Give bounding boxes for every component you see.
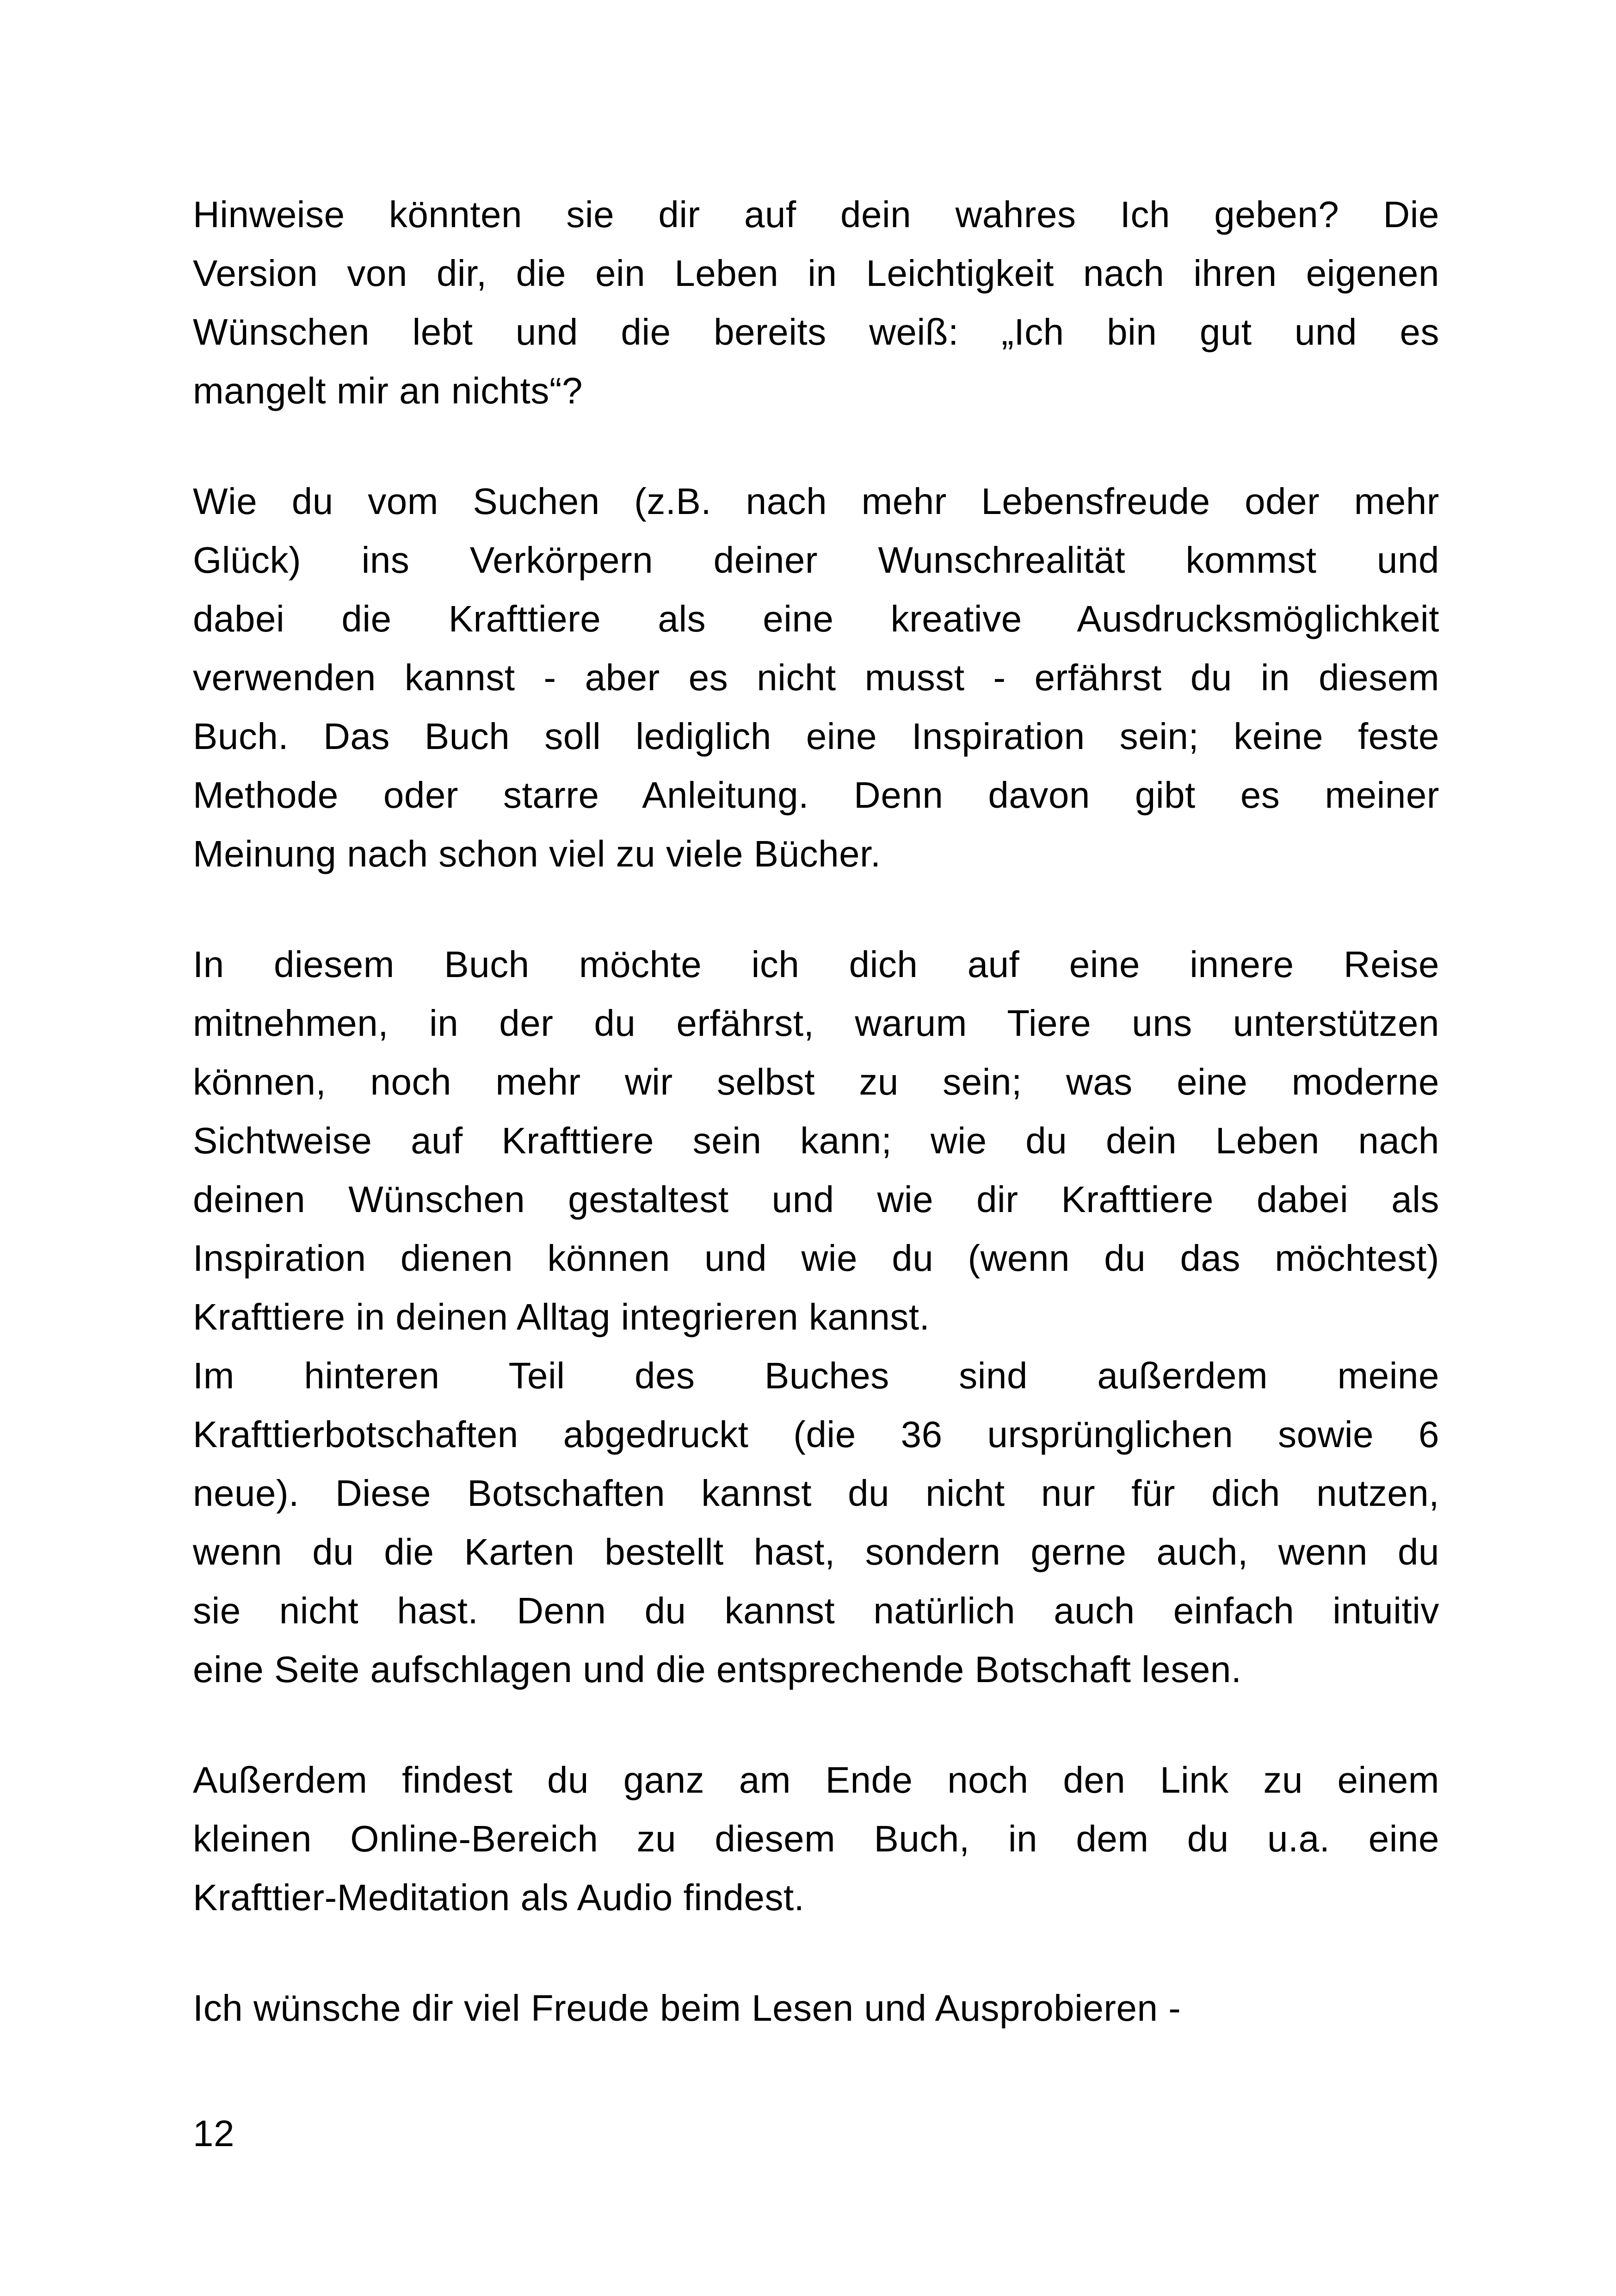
text-line: Im hinteren Teil des Buches sind außerdem meine xyxy=(193,1355,1439,1396)
text-line: mitnehmen, in der du erfährst, warum Tiere uns unterstützen xyxy=(193,1003,1439,1044)
text-line: Außerdem findest du ganz am Ende noch den Link zu einem xyxy=(193,1759,1439,1801)
text-block xyxy=(193,185,1439,2037)
paragraph xyxy=(193,1751,1439,1927)
text-line: Krafttiere in deinen Alltag integrieren kannst. xyxy=(193,1296,930,1337)
text-line: mangelt mir an nichts“? xyxy=(193,370,583,411)
text-line: sie nicht hast. Denn du kannst natürlich auch einfach intuitiv xyxy=(193,1590,1439,1631)
text-line: eine Seite aufschlagen und die entsprechende Botschaft lesen. xyxy=(193,1649,1242,1690)
text-line: Sichtweise auf Krafttiere sein kann; wie du dein Leben nach xyxy=(193,1120,1439,1161)
text-line: kleinen Online-Bereich zu diesem Buch, in dem du u.a. eine xyxy=(193,1818,1439,1859)
text-line: Wie du vom Suchen (z.B. nach mehr Lebensfreude oder mehr xyxy=(193,481,1439,522)
page-number: 12 xyxy=(193,2113,234,2154)
paragraph xyxy=(193,185,1439,420)
paragraph xyxy=(193,472,1439,883)
text-line: Methode oder starre Anleitung. Denn davon gibt es meiner xyxy=(193,774,1439,816)
text-line: Ich wünsche dir viel Freude beim Lesen und Ausprobieren - xyxy=(193,1987,1181,2029)
text-line: können, noch mehr wir selbst zu sein; was eine moderne xyxy=(193,1061,1439,1102)
text-line: neue). Diese Botschaften kannst du nicht nur für dich nutzen, xyxy=(193,1473,1439,1514)
text-line: Glück) ins Verkörpern deiner Wunschrealität kommst und xyxy=(193,539,1439,581)
text-line: Buch. Das Buch soll lediglich eine Inspiration sein; keine feste xyxy=(193,716,1439,757)
paragraph xyxy=(193,1979,1439,2037)
text-line: wenn du die Karten bestellt hast, sondern gerne auch, wenn du xyxy=(193,1531,1439,1572)
text-line: Krafttierbotschaften abgedruckt (die 36 ursprünglichen sowie 6 xyxy=(193,1414,1439,1455)
text-line: Wünschen lebt und die bereits weiß: „Ich bin gut und es xyxy=(193,311,1439,353)
text-line: Version von dir, die ein Leben in Leichtigkeit nach ihren eigenen xyxy=(193,253,1439,294)
paragraph xyxy=(193,1346,1439,1699)
text-line: Inspiration dienen können und wie du (wenn du das möchtest) xyxy=(193,1238,1439,1279)
text-line: dabei die Krafttiere als eine kreative Ausdrucksmöglichkeit xyxy=(193,598,1439,639)
text-line: verwenden kannst - aber es nicht musst - erfährst du in diesem xyxy=(193,657,1439,698)
paragraph xyxy=(193,935,1439,1346)
text-line: Hinweise könnten sie dir auf dein wahres Ich geben? Die xyxy=(193,194,1439,235)
text-line: In diesem Buch möchte ich dich auf eine innere Reise xyxy=(193,944,1439,985)
text-line: deinen Wünschen gestaltest und wie dir Krafttiere dabei als xyxy=(193,1179,1439,1220)
text-line: Krafttier-Meditation als Audio findest. xyxy=(193,1877,805,1918)
text-line: Meinung nach schon viel zu viele Bücher. xyxy=(193,833,881,874)
